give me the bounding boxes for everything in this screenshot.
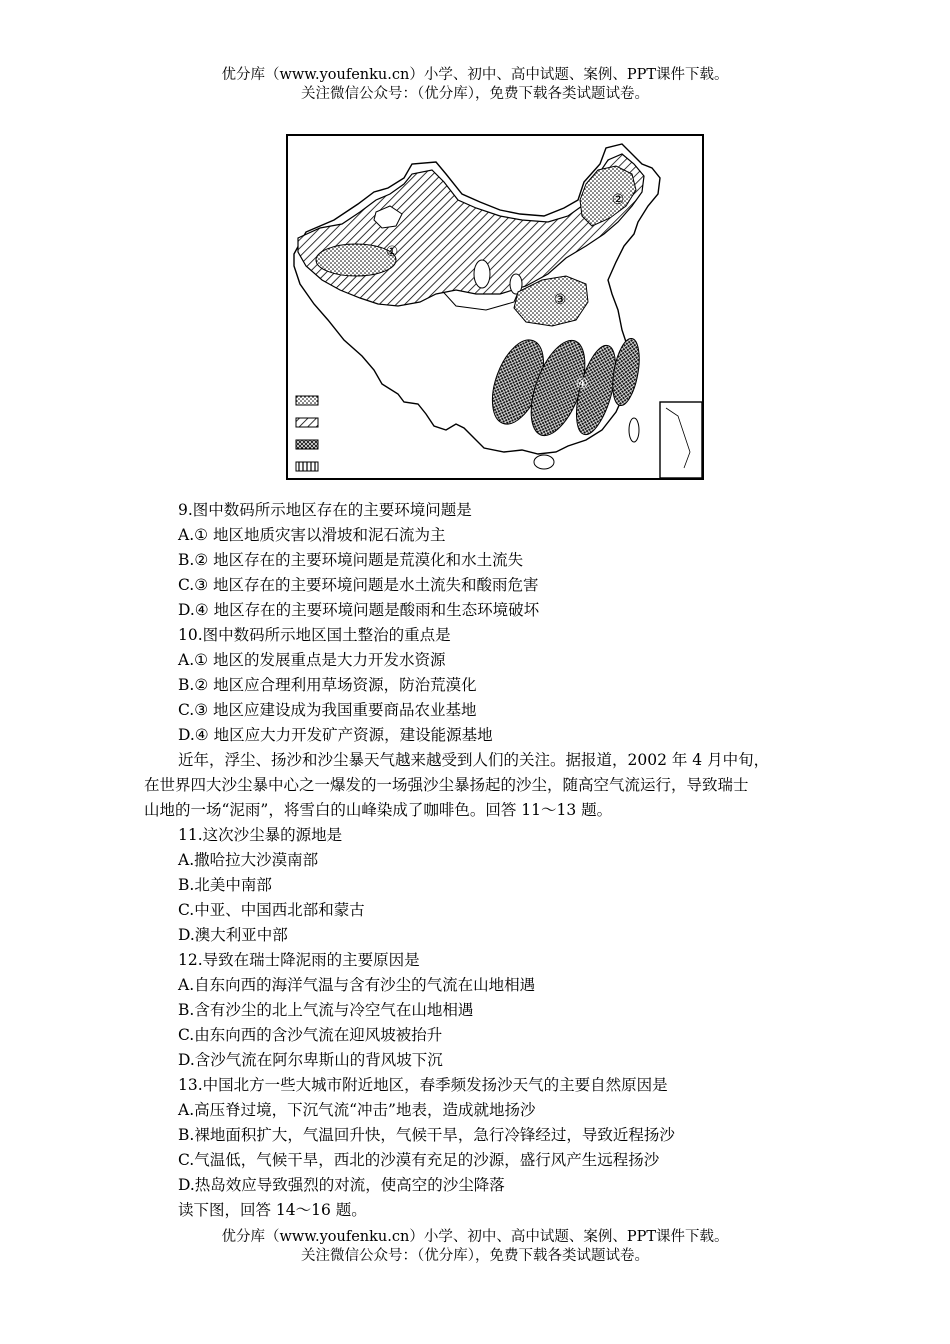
q9-option-c: C.③ 地区存在的主要环境问题是水土流失和酸雨危害 xyxy=(178,576,539,594)
passage-line-1: 近年，浮尘、扬沙和沙尘暴天气越来越受到人们的关注。据报道，2002 年 4 月中旬， xyxy=(178,751,770,769)
lake-shape xyxy=(474,260,490,288)
header-line-2: 关注微信公众号：（优分库），免费下载各类试题试卷。 xyxy=(301,86,649,102)
q13-stem: 13.中国北方一些大城市附近地区，春季频发扬沙天气的主要自然原因是 xyxy=(178,1076,668,1094)
q13-option-c: C.气温低，气候干旱，西北的沙漠有充足的沙源，盛行风产生远程扬沙 xyxy=(178,1151,660,1169)
passage xyxy=(144,748,824,823)
q12-stem: 12.导致在瑞士降泥雨的主要原因是 xyxy=(178,951,420,969)
island-taiwan xyxy=(629,418,639,442)
q10-option-a: A.① 地区的发展重点是大力开发水资源 xyxy=(178,651,446,669)
q13-option-d: D.热岛效应导致强烈的对流，使高空的沙尘降落 xyxy=(178,1176,505,1194)
q11-option-d: D.澳大利亚中部 xyxy=(178,926,288,944)
region-label-1: ① xyxy=(385,244,399,260)
q13-option-a: A.高压脊过境，下沉气流“冲击”地表，造成就地扬沙 xyxy=(178,1101,536,1119)
q10-stem: 10.图中数码所示地区国土整治的重点是 xyxy=(178,626,451,644)
q9-option-d: D.④ 地区存在的主要环境问题是酸雨和生态环境破坏 xyxy=(178,601,540,619)
q10-option-d: D.④ 地区应大力开发矿产资源，建设能源基地 xyxy=(178,726,493,744)
legend-swatch-lines xyxy=(296,462,318,471)
q10-option-b: B.② 地区应合理利用草场资源，防治荒漠化 xyxy=(178,676,477,694)
region-label-2: ② xyxy=(611,192,625,208)
south-china-sea-inset xyxy=(660,402,702,478)
china-map-figure xyxy=(286,134,704,480)
basin-dotted xyxy=(316,244,396,276)
passage-line-2: 在世界四大沙尘暴中心之一爆发的一场强沙尘暴扬起的沙尘，随高空气流运行，导致瑞士 xyxy=(144,776,749,794)
q12-option-a: A.自东向西的海洋气温与含有沙尘的气流在山地相遇 xyxy=(178,976,536,994)
q12-option-b: B.含有沙尘的北上气流与冷空气在山地相遇 xyxy=(178,1001,474,1019)
q9-option-b: B.② 地区存在的主要环境问题是荒漠化和水土流失 xyxy=(178,551,524,569)
page-footer xyxy=(0,1228,950,1266)
q12-option-d: D.含沙气流在阿尔卑斯山的背风坡下沉 xyxy=(178,1051,443,1069)
page-header xyxy=(0,66,950,104)
region-label-4: ④ xyxy=(575,376,589,392)
island-hainan xyxy=(534,455,554,469)
q11-option-a: A.撒哈拉大沙漠南部 xyxy=(178,851,319,869)
q11-option-b: B.北美中南部 xyxy=(178,876,272,894)
q9-stem: 9.图中数码所示地区存在的主要环境问题是 xyxy=(178,501,472,519)
footer-line-2: 关注微信公众号：（优分库），免费下载各类试题试卷。 xyxy=(301,1248,649,1264)
q10-option-c: C.③ 地区应建设成为我国重要商品农业基地 xyxy=(178,701,477,719)
legend-swatch-dark xyxy=(296,440,318,449)
legend-swatch-hatch xyxy=(296,418,318,427)
q12-option-c: C.由东向西的含沙气流在迎风坡被抬升 xyxy=(178,1026,443,1044)
q11-stem: 11.这次沙尘暴的源地是 xyxy=(178,826,343,844)
q9-option-a: A.① 地区地质灾害以滑坡和泥石流为主 xyxy=(178,526,446,544)
next-instruction: 读下图，回答 14～16 题。 xyxy=(178,1201,367,1219)
legend-swatch-dots xyxy=(296,396,318,405)
footer-line-1: 优分库（www.youfenku.cn）小学、初中、高中试题、案例、PPT课件下载。 xyxy=(221,1229,729,1245)
question-content xyxy=(144,498,824,1223)
q11-option-c: C.中亚、中国西北部和蒙古 xyxy=(178,901,365,919)
q13-option-b: B.裸地面积扩大，气温回升快，气候干旱，急行冷锋经过，导致近程扬沙 xyxy=(178,1126,675,1144)
passage-line-3: 山地的一场“泥雨”，将雪白的山峰染成了咖啡色。回答 11～13 题。 xyxy=(144,801,613,819)
region-label-3: ③ xyxy=(553,292,567,308)
header-line-1: 优分库（www.youfenku.cn）小学、初中、高中试题、案例、PPT课件下载。 xyxy=(221,67,729,83)
